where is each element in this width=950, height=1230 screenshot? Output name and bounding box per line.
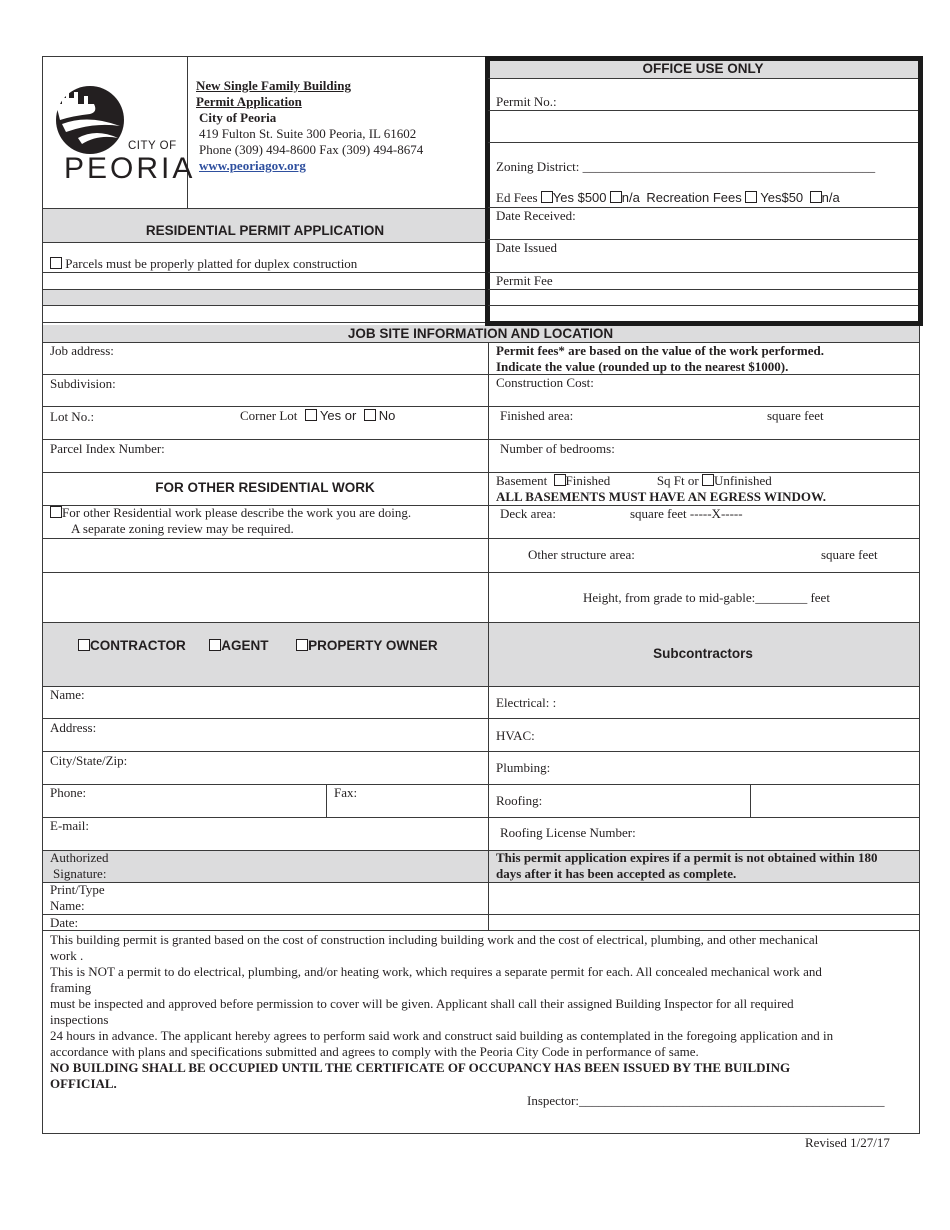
terms-line: must be inspected and approved before permission to cover will be given. Applicant shall call their assigned Building Inspector for all required — [50, 996, 794, 1011]
ed-fees-label: Ed Fees — [496, 190, 538, 205]
job-address-label: Job address: — [50, 343, 114, 358]
occupancy-warning-cont: OFFICIAL. — [50, 1076, 117, 1091]
parcels-note-row — [50, 256, 357, 272]
parcel-index-label: Parcel Index Number: — [50, 441, 165, 456]
revised-date: Revised 1/27/17 — [805, 1135, 890, 1150]
residential-title: RESIDENTIAL PERMIT APPLICATION — [145, 223, 385, 238]
egress-warning: ALL BASEMENTS MUST HAVE AN EGRESS WINDOW. — [496, 489, 827, 504]
other-work-checkbox[interactable] — [50, 506, 62, 518]
corner-lot-row — [240, 408, 395, 424]
terms-text — [50, 932, 915, 1092]
rec-fees-na-label: n/a — [821, 190, 840, 205]
corner-lot-no-label: No — [378, 408, 396, 423]
name-label: Name: — [50, 687, 85, 702]
rec-fees-label: Recreation Fees — [646, 190, 742, 205]
form-title-line2: Permit Application — [196, 94, 302, 109]
zoning-label: Zoning District: — [496, 159, 580, 174]
expiry-note-2: days after it has been accepted as complete. — [496, 866, 737, 881]
electrical-label: Electrical: : — [496, 695, 557, 710]
job-site-title: JOB SITE INFORMATION AND LOCATION — [347, 326, 614, 341]
parcels-checkbox[interactable] — [50, 257, 62, 269]
basement-unfinished-label: Unfinished — [713, 473, 772, 488]
rec-fees-na-checkbox[interactable] — [810, 191, 822, 203]
fees-row — [496, 190, 840, 206]
permit-fees-note-1: Permit fees* are based on the value of the work performed. — [496, 343, 824, 358]
other-work-line2: A separate zoning review may be required. — [71, 521, 294, 536]
agent-label: AGENT — [221, 638, 269, 653]
bedrooms-label: Number of bedrooms: — [500, 441, 615, 456]
ed-fees-na-label: n/a — [621, 190, 640, 205]
city-phone-fax: Phone (309) 494-8600 Fax (309) 494-8674 — [199, 142, 424, 157]
permit-no-label: Permit No.: — [496, 94, 557, 109]
corner-lot-yes-label: Yes or — [319, 408, 357, 423]
zoning-line[interactable]: _____________________________________________ — [582, 159, 876, 174]
ed-fees-yes-label: Yes $500 — [552, 190, 607, 205]
hvac-label: HVAC: — [496, 728, 535, 743]
auth-signature-label-1: Authorized — [50, 850, 109, 865]
terms-line: accordance with plans and specifications submitted and agrees to comply with the Peoria City Code in performance of same. — [50, 1044, 699, 1059]
lot-no-label: Lot No.: — [50, 409, 95, 424]
roofing-license-label: Roofing License Number: — [500, 825, 636, 840]
finished-area-unit: square feet — [767, 408, 824, 423]
other-work-line1: For other Residential work please describe the work you are doing. — [62, 505, 412, 520]
date-issued-label: Date Issued — [496, 240, 558, 255]
terms-line: This is NOT a permit to do electrical, plumbing, and/or heating work, which requires a separate permit for each. All concealed mechanical work and — [50, 964, 822, 979]
contractor-label: CONTRACTOR — [90, 638, 186, 653]
other-structure-unit: square feet — [821, 547, 878, 562]
subcontractors-title: Subcontractors — [653, 646, 753, 661]
terms-line: inspections — [50, 1012, 109, 1027]
basement-finished-checkbox[interactable] — [554, 474, 566, 486]
inspector-signature-line[interactable]: Inspector:_______________________________________________ — [527, 1093, 885, 1108]
corner-lot-no-checkbox[interactable] — [364, 409, 376, 421]
terms-line: work . — [50, 948, 84, 963]
date-received-label: Date Received: — [496, 208, 576, 223]
print-name-label-1: Print/Type — [50, 882, 105, 897]
finished-area-label: Finished area: — [500, 408, 574, 423]
corner-lot-label: Corner Lot — [240, 408, 298, 423]
contractor-checkbox[interactable] — [78, 639, 90, 651]
agent-checkbox[interactable] — [209, 639, 221, 651]
property-owner-checkbox[interactable] — [296, 639, 308, 651]
deck-area-label: Deck area: — [500, 506, 556, 521]
office-use-title: OFFICE USE ONLY — [642, 61, 764, 76]
form-title-line1: New Single Family Building — [196, 78, 351, 93]
city-state-zip-label: City/State/Zip: — [50, 753, 128, 768]
terms-line: This building permit is granted based on the cost of construction including building work and the cost of electrical, plumbing, and other mechanical — [50, 932, 819, 947]
basement-unfinished-checkbox[interactable] — [702, 474, 714, 486]
roofing-label: Roofing: — [496, 793, 543, 808]
logo-peoria: PEORIA — [64, 152, 196, 185]
construction-cost-label: Construction Cost: — [496, 375, 594, 390]
occupancy-warning: NO BUILDING SHALL BE OCCUPIED UNTIL THE CERTIFICATE OF OCCUPANCY HAS BEEN ISSUED BY THE BUILDING — [50, 1060, 791, 1075]
auth-signature-label-2: Signature: — [53, 866, 107, 881]
basement-sqft-or: Sq Ft or — [656, 473, 699, 488]
corner-lot-yes-checkbox[interactable] — [305, 409, 317, 421]
ed-fees-na-checkbox[interactable] — [610, 191, 622, 203]
ed-fees-yes-checkbox[interactable] — [541, 191, 553, 203]
address-label: Address: — [50, 720, 97, 735]
email-label: E-mail: — [50, 818, 89, 833]
terms-line: 24 hours in advance. The applicant hereby agrees to perform said work and construct said building as contemplated in the foregoing application and in — [50, 1028, 834, 1043]
fax-label: Fax: — [334, 785, 358, 800]
city-logo — [48, 80, 196, 190]
permit-fee-label: Permit Fee — [496, 273, 553, 288]
basement-label: Basement — [496, 473, 548, 488]
city-name: City of Peoria — [199, 110, 277, 125]
logo-city-of: CITY OF — [128, 140, 177, 152]
other-structure-label: Other structure area: — [528, 547, 635, 562]
expiry-note-1: This permit application expires if a permit is not obtained within 180 — [496, 850, 878, 865]
city-website-link[interactable]: www.peoriagov.org — [199, 158, 306, 173]
subdivision-label: Subdivision: — [50, 376, 116, 391]
plumbing-label: Plumbing: — [496, 760, 551, 775]
permit-fees-note-2: Indicate the value (rounded up to the nearest $1000). — [496, 359, 789, 374]
deck-area-unit: square feet -----X----- — [630, 506, 743, 521]
applicant-type-row — [78, 638, 438, 653]
city-address: 419 Fulton St. Suite 300 Peoria, IL 61602 — [199, 126, 417, 141]
rec-fees-yes-checkbox[interactable] — [745, 191, 757, 203]
basement-finished-label: Finished — [565, 473, 611, 488]
terms-line: framing — [50, 980, 92, 995]
parcels-note: Parcels must be properly platted for duplex construction — [65, 256, 358, 271]
other-work-row — [50, 505, 411, 521]
zoning-district-label — [496, 159, 875, 175]
date-label: Date: — [50, 915, 79, 930]
phone-label: Phone: — [50, 785, 87, 800]
print-name-label-2: Name: — [50, 898, 85, 913]
basement-row — [496, 473, 772, 489]
other-work-title: FOR OTHER RESIDENTIAL WORK — [155, 480, 375, 495]
height-label: Height, from grade to mid-gable:________ feet — [583, 590, 830, 605]
property-owner-label: PROPERTY OWNER — [308, 638, 438, 653]
rec-fees-yes-label: Yes$50 — [760, 190, 804, 205]
